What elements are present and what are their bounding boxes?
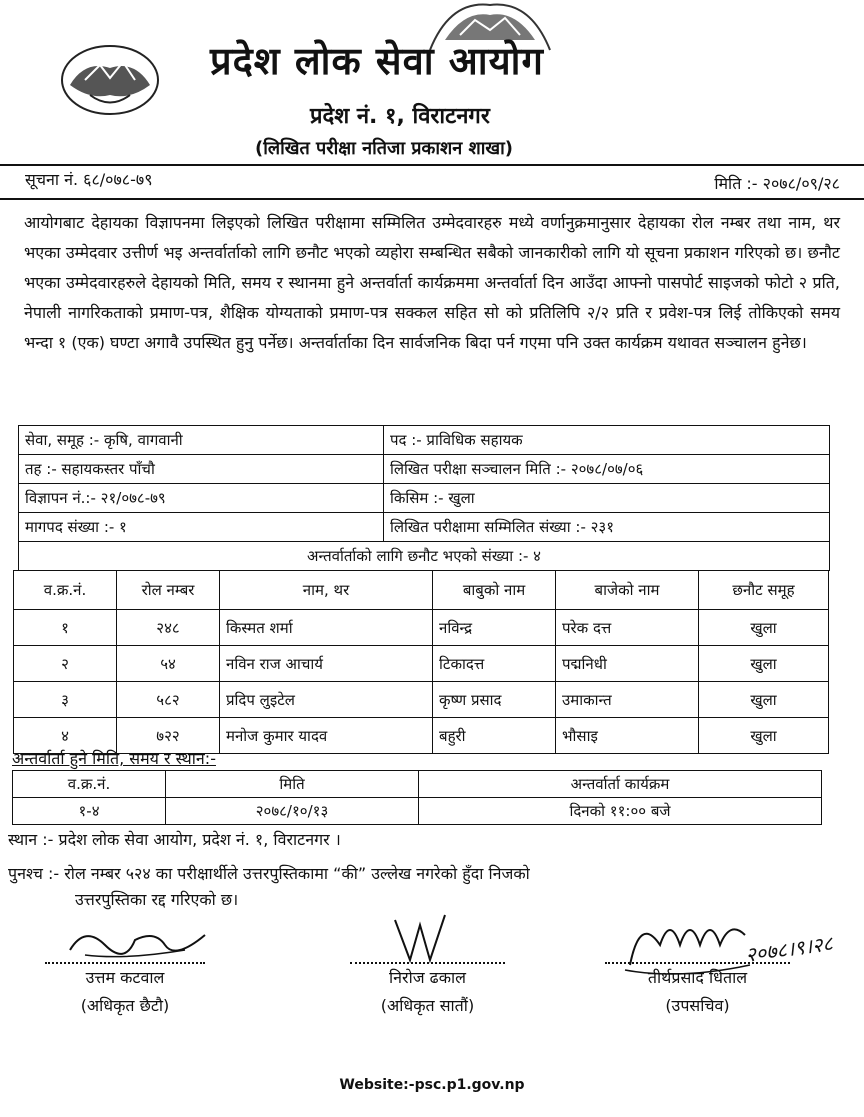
info-row bbox=[19, 426, 830, 455]
serial: २ bbox=[14, 646, 117, 682]
vacancy-type: किसिम :- खुला bbox=[383, 484, 829, 513]
post-name: पद :- प्राविधिक सहायक bbox=[383, 426, 829, 455]
col-program: अन्तर्वार्ता कार्यक्रम bbox=[419, 771, 822, 798]
col-serial: व.क्र.नं. bbox=[13, 771, 166, 798]
selection-group: खुला bbox=[699, 718, 829, 754]
exam-date: लिखित परीक्षा सञ्चालन मिति :- २०७८/०७/०६ bbox=[383, 455, 829, 484]
candidates-table bbox=[13, 570, 829, 754]
appeared-count: लिखित परीक्षामा सम्मिलित संख्या :- २३१ bbox=[383, 513, 829, 542]
candidate-name: प्रदिप लुइटेल bbox=[220, 682, 433, 718]
col-date: मिति bbox=[166, 771, 419, 798]
vacancy-info-table bbox=[18, 425, 830, 571]
grandfather-name: भौसाइ bbox=[556, 718, 699, 754]
level: तह :- सहायकस्तर पाँचौ bbox=[19, 455, 384, 484]
table-header-row bbox=[13, 771, 822, 798]
office-location: प्रदेश नं. १, विराटनगर bbox=[310, 104, 490, 129]
serial-range: १-४ bbox=[13, 798, 166, 825]
col-group: छनौट समूह bbox=[699, 571, 829, 610]
signatory-title: (अधिकृत छैटौ) bbox=[80, 996, 170, 1015]
info-row bbox=[19, 455, 830, 484]
interview-schedule-table bbox=[12, 770, 822, 825]
signature-1-icon bbox=[65, 920, 215, 965]
serial: ४ bbox=[14, 718, 117, 754]
roll-number: ५८२ bbox=[117, 682, 220, 718]
col-name: नाम, थर bbox=[220, 571, 433, 610]
page-title: प्रदेश लोक सेवा आयोग bbox=[210, 39, 544, 83]
signatory-1 bbox=[45, 962, 205, 1020]
roll-number: ५४ bbox=[117, 646, 220, 682]
candidate-name: किस्मत शर्मा bbox=[220, 610, 433, 646]
notice-number: सूचना नं. ६८/०७८-७९ bbox=[25, 170, 153, 189]
table-row bbox=[13, 798, 822, 825]
interview-place: स्थान :- प्रदेश लोक सेवा आयोग, प्रदेश नं. १, विराटनगर । bbox=[8, 830, 341, 849]
header-divider-bottom bbox=[0, 198, 864, 200]
col-grandfather: बाजेको नाम bbox=[556, 571, 699, 610]
notice-date: मिति :- २०७८/०९/२८ bbox=[714, 174, 840, 193]
serial: ३ bbox=[14, 682, 117, 718]
info-row bbox=[19, 542, 830, 571]
selection-group: खुला bbox=[699, 646, 829, 682]
signatory-3 bbox=[605, 962, 790, 1020]
header-divider-top bbox=[0, 164, 864, 166]
interview-heading: अन्तर्वार्ता हुने मिति, समय र स्थान:- bbox=[12, 749, 216, 768]
selection-group: खुला bbox=[699, 610, 829, 646]
signatory-name: उत्तम कटवाल bbox=[85, 968, 165, 987]
father-name: कृष्ण प्रसाद bbox=[433, 682, 556, 718]
signatory-title: (अधिकृत सातौं) bbox=[380, 996, 475, 1015]
interview-time: दिनको ११:०० बजे bbox=[419, 798, 822, 825]
roll-number: २४८ bbox=[117, 610, 220, 646]
website-link[interactable]: Website:-psc.p1.gov.np bbox=[339, 1077, 525, 1093]
father-name: नविन्द्र bbox=[433, 610, 556, 646]
emblem-left-icon bbox=[55, 40, 165, 120]
father-name: बहुरी bbox=[433, 718, 556, 754]
col-serial: व.क्र.नं. bbox=[14, 571, 117, 610]
candidate-name: मनोज कुमार यादव bbox=[220, 718, 433, 754]
col-roll: रोल नम्बर bbox=[117, 571, 220, 610]
father-name: टिकादत्त bbox=[433, 646, 556, 682]
postscript-line-1: पुनश्च :- रोल नम्बर ५२४ का परीक्षार्थीले उत्तरपुस्तिकामा “की” उल्लेख नगरेको हुँदा निजको bbox=[8, 864, 530, 883]
grandfather-name: पद्मनिधी bbox=[556, 646, 699, 682]
signatory-2 bbox=[350, 962, 505, 1020]
selection-group: खुला bbox=[699, 682, 829, 718]
col-father: बाबुको नाम bbox=[433, 571, 556, 610]
notice-paragraph: आयोगबाट देहायका विज्ञापनमा लिइएको लिखित परीक्षामा सम्मिलित उम्मेदवारहरु मध्ये वर्णानुक्रमानुसार देहायका रोल नम्बर तथा नाम, थर भएका उम्मेदवार उत्तीर्ण भइ अन्तर्वार्ताको लागि छनौट भएको व्यहोरा सम्बन्धित सबैको जानकारीको लागि यो सूचना प्रकाशन गरिएको छ। छनौट भएका उम्मेदवारहरुले देहायको मिति, समय र स्थानमा हुने अन्तर्वार्ता कार्यक्रममा अन्तर्वार्ता दिन आउँदा आफ्नो पासपोर्ट साइजको फोटो २ प्रति, नेपाली नागरिकताको प्रमाण-पत्र, शैक्षिक योग्यताको प्रमाण-पत्र सक्कल सहित सो को प्रतिलिपि २/२ प्रति र प्रवेश-पत्र लिई तोकिएको समय भन्दा १ (एक) घण्टा अगावै उपस्थित हुनु पर्नेछ। अन्तर्वार्ताका दिन सार्वजनिक बिदा पर्न गएमा पनि उक्त कार्यक्रम यथावत सञ्चालन हुनेछ। bbox=[24, 213, 840, 352]
selected-count: अन्तर्वार्ताको लागि छनौट भएको संख्या :- ४ bbox=[19, 542, 830, 571]
table-row bbox=[14, 610, 829, 646]
branch-name: (लिखित परीक्षा नतिजा प्रकाशन शाखा) bbox=[255, 138, 514, 159]
roll-number: ७२२ bbox=[117, 718, 220, 754]
service-group: सेवा, समूह :- कृषि, वागवानी bbox=[19, 426, 384, 455]
vacancy-count: मागपद संख्या :- १ bbox=[19, 513, 384, 542]
interview-date: २०७८/१०/१३ bbox=[166, 798, 419, 825]
signatory-name: निरोज ढकाल bbox=[389, 968, 466, 987]
serial: १ bbox=[14, 610, 117, 646]
signature-date: २०७८।९।२८ bbox=[743, 930, 835, 967]
signature-2-icon bbox=[385, 910, 465, 970]
info-row bbox=[19, 484, 830, 513]
grandfather-name: उमाकान्त bbox=[556, 682, 699, 718]
advert-number: विज्ञापन नं.:- २१/०७८-७९ bbox=[19, 484, 384, 513]
info-row bbox=[19, 513, 830, 542]
candidate-name: नविन राज आचार्य bbox=[220, 646, 433, 682]
grandfather-name: परेक दत्त bbox=[556, 610, 699, 646]
table-header-row bbox=[14, 571, 829, 610]
signatory-title: (उपसचिव) bbox=[665, 996, 730, 1015]
postscript-line-2: उत्तरपुस्तिका रद्द गरिएको छ। bbox=[75, 890, 239, 909]
table-row bbox=[14, 682, 829, 718]
table-row bbox=[14, 646, 829, 682]
signatory-name: तीर्थप्रसाद धिताल bbox=[647, 968, 748, 987]
